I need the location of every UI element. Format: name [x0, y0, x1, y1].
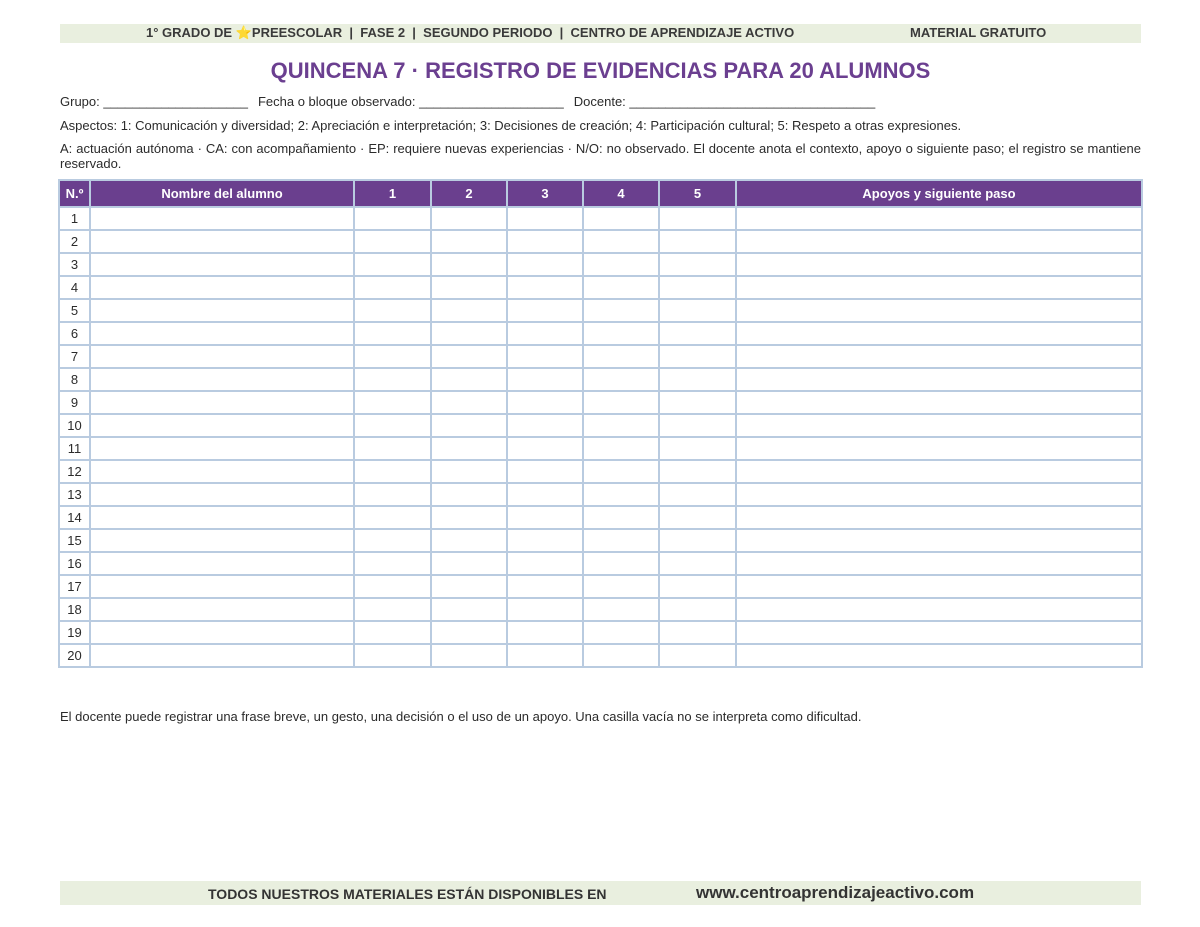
aspect-1-cell[interactable] — [354, 552, 431, 575]
supports-cell[interactable] — [736, 414, 1142, 437]
supports-cell[interactable] — [736, 322, 1142, 345]
grupo-field[interactable]: Grupo: ____________________ — [60, 94, 248, 109]
aspect-5-cell[interactable] — [659, 598, 736, 621]
row-number: 12 — [59, 460, 90, 483]
table-body — [59, 207, 1142, 667]
aspect-5-cell[interactable] — [659, 644, 736, 667]
supports-cell[interactable] — [736, 299, 1142, 322]
aspect-4-cell[interactable] — [583, 368, 659, 391]
aspect-1-cell[interactable] — [354, 529, 431, 552]
student-name-cell[interactable] — [90, 253, 354, 276]
aspect-4-cell[interactable] — [583, 345, 659, 368]
header-number: N.º — [59, 180, 90, 207]
aspect-3-cell[interactable] — [507, 276, 583, 299]
supports-cell[interactable] — [736, 598, 1142, 621]
header-aspect-1: 1 — [354, 180, 431, 207]
aspect-2-cell[interactable] — [431, 460, 507, 483]
aspect-1-cell[interactable] — [354, 322, 431, 345]
aspect-2-cell[interactable] — [431, 299, 507, 322]
student-name-cell[interactable] — [90, 437, 354, 460]
header-details: PREESCOLAR | FASE 2 | SEGUNDO PERIODO | CENTRO DE APRENDIZAJE ACTIVO — [251, 25, 795, 40]
footnote: El docente puede registrar una frase breve, un gesto, una decisión o el uso de un apoyo. Una casilla vacía no se interpreta como dificultad. — [60, 709, 862, 724]
student-name-cell[interactable] — [90, 207, 354, 230]
student-name-cell[interactable] — [90, 483, 354, 506]
aspect-1-cell[interactable] — [354, 506, 431, 529]
supports-cell[interactable] — [736, 552, 1142, 575]
aspect-4-cell[interactable] — [583, 414, 659, 437]
table-row — [59, 506, 1142, 529]
header-supports: Apoyos y siguiente paso — [736, 180, 1142, 207]
table-row — [59, 414, 1142, 437]
table-row — [59, 552, 1142, 575]
aspect-4-cell[interactable] — [583, 460, 659, 483]
header-aspect-5: 5 — [659, 180, 736, 207]
student-name-cell[interactable] — [90, 644, 354, 667]
aspect-5-cell[interactable] — [659, 483, 736, 506]
aspect-3-cell[interactable] — [507, 207, 583, 230]
aspect-4-cell[interactable] — [583, 207, 659, 230]
aspect-4-cell[interactable] — [583, 299, 659, 322]
student-name-cell[interactable] — [90, 276, 354, 299]
aspect-3-cell[interactable] — [507, 621, 583, 644]
aspect-3-cell[interactable] — [507, 529, 583, 552]
aspect-1-cell[interactable] — [354, 437, 431, 460]
aspect-3-cell[interactable] — [507, 506, 583, 529]
fecha-field[interactable]: Fecha o bloque observado: ____________________ — [257, 94, 564, 109]
header-grade: 1° GRADO DE — [146, 25, 236, 40]
aspect-3-cell[interactable] — [507, 460, 583, 483]
aspect-1-cell[interactable] — [354, 575, 431, 598]
aspect-4-cell[interactable] — [583, 230, 659, 253]
aspect-1-cell[interactable] — [354, 414, 431, 437]
aspect-4-cell[interactable] — [583, 621, 659, 644]
table-row — [59, 322, 1142, 345]
student-name-cell[interactable] — [90, 230, 354, 253]
aspect-3-cell[interactable] — [507, 437, 583, 460]
aspect-5-cell[interactable] — [659, 552, 736, 575]
row-number: 18 — [59, 598, 90, 621]
aspect-5-cell[interactable] — [659, 276, 736, 299]
student-name-cell[interactable] — [90, 529, 354, 552]
supports-cell[interactable] — [736, 230, 1142, 253]
table-row — [59, 207, 1142, 230]
row-number: 1 — [59, 207, 90, 230]
aspect-3-cell[interactable] — [507, 299, 583, 322]
student-name-cell[interactable] — [90, 299, 354, 322]
aspect-3-cell[interactable] — [507, 368, 583, 391]
aspect-3-cell[interactable] — [507, 345, 583, 368]
aspect-4-cell[interactable] — [583, 483, 659, 506]
aspect-4-cell[interactable] — [583, 391, 659, 414]
table-row — [59, 276, 1142, 299]
table-row — [59, 460, 1142, 483]
aspect-2-cell[interactable] — [431, 506, 507, 529]
aspect-1-cell[interactable] — [354, 483, 431, 506]
header-free-material: MATERIAL GRATUITO — [910, 25, 1047, 40]
aspect-3-cell[interactable] — [507, 391, 583, 414]
aspect-2-cell[interactable] — [431, 414, 507, 437]
table-row — [59, 345, 1142, 368]
aspect-4-cell[interactable] — [583, 598, 659, 621]
aspect-2-cell[interactable] — [431, 621, 507, 644]
aspect-3-cell[interactable] — [507, 414, 583, 437]
aspect-1-cell[interactable] — [354, 368, 431, 391]
aspect-5-cell[interactable] — [659, 230, 736, 253]
table-row — [59, 368, 1142, 391]
row-number: 9 — [59, 391, 90, 414]
aspect-5-cell[interactable] — [659, 506, 736, 529]
table-header-row — [59, 180, 1142, 207]
header-bar — [60, 24, 1141, 43]
row-number: 6 — [59, 322, 90, 345]
aspect-4-cell[interactable] — [583, 506, 659, 529]
aspect-3-cell[interactable] — [507, 644, 583, 667]
supports-cell[interactable] — [736, 621, 1142, 644]
row-number: 7 — [59, 345, 90, 368]
row-number: 3 — [59, 253, 90, 276]
supports-cell[interactable] — [736, 575, 1142, 598]
row-number: 16 — [59, 552, 90, 575]
student-name-cell[interactable] — [90, 322, 354, 345]
aspect-5-cell[interactable] — [659, 529, 736, 552]
aspect-2-cell[interactable] — [431, 529, 507, 552]
aspect-2-cell[interactable] — [431, 598, 507, 621]
supports-cell[interactable] — [736, 253, 1142, 276]
aspect-3-cell[interactable] — [507, 253, 583, 276]
header-aspect-3: 3 — [507, 180, 583, 207]
table-row — [59, 483, 1142, 506]
aspect-1-cell[interactable] — [354, 460, 431, 483]
supports-cell[interactable] — [736, 368, 1142, 391]
aspect-2-cell[interactable] — [431, 483, 507, 506]
aspect-2-cell[interactable] — [431, 437, 507, 460]
table-row — [59, 253, 1142, 276]
aspect-1-cell[interactable] — [354, 299, 431, 322]
aspect-5-cell[interactable] — [659, 299, 736, 322]
aspect-4-cell[interactable] — [583, 529, 659, 552]
student-name-cell[interactable] — [90, 575, 354, 598]
aspect-5-cell[interactable] — [659, 391, 736, 414]
aspect-1-cell[interactable] — [354, 253, 431, 276]
aspect-1-cell[interactable] — [354, 207, 431, 230]
supports-cell[interactable] — [736, 391, 1142, 414]
aspect-4-cell[interactable] — [583, 644, 659, 667]
student-name-cell[interactable] — [90, 391, 354, 414]
form-fields — [60, 94, 885, 109]
aspect-4-cell[interactable] — [583, 322, 659, 345]
aspect-5-cell[interactable] — [659, 414, 736, 437]
aspect-4-cell[interactable] — [583, 276, 659, 299]
header-program — [146, 25, 794, 41]
supports-cell[interactable] — [736, 506, 1142, 529]
aspect-3-cell[interactable] — [507, 552, 583, 575]
row-number: 8 — [59, 368, 90, 391]
aspect-1-cell[interactable] — [354, 230, 431, 253]
table-row — [59, 529, 1142, 552]
table-row — [59, 621, 1142, 644]
student-name-cell[interactable] — [90, 414, 354, 437]
row-number: 13 — [59, 483, 90, 506]
supports-cell[interactable] — [736, 345, 1142, 368]
table-row — [59, 575, 1142, 598]
aspect-2-cell[interactable] — [431, 368, 507, 391]
aspect-3-cell[interactable] — [507, 322, 583, 345]
row-number: 5 — [59, 299, 90, 322]
table-row — [59, 598, 1142, 621]
aspect-4-cell[interactable] — [583, 253, 659, 276]
aspect-5-cell[interactable] — [659, 322, 736, 345]
row-number: 14 — [59, 506, 90, 529]
aspect-2-cell[interactable] — [431, 552, 507, 575]
footer-text: TODOS NUESTROS MATERIALES ESTÁN DISPONIBLES EN — [208, 886, 607, 902]
row-number: 15 — [59, 529, 90, 552]
aspect-3-cell[interactable] — [507, 483, 583, 506]
aspect-1-cell[interactable] — [354, 276, 431, 299]
table-row — [59, 299, 1142, 322]
table-row — [59, 437, 1142, 460]
table-row — [59, 391, 1142, 414]
aspect-1-cell[interactable] — [354, 391, 431, 414]
student-name-cell[interactable] — [90, 368, 354, 391]
student-name-cell[interactable] — [90, 552, 354, 575]
aspect-5-cell[interactable] — [659, 460, 736, 483]
row-number: 2 — [59, 230, 90, 253]
student-name-cell[interactable] — [90, 460, 354, 483]
table-row — [59, 644, 1142, 667]
aspect-1-cell[interactable] — [354, 644, 431, 667]
supports-cell[interactable] — [736, 460, 1142, 483]
supports-cell[interactable] — [736, 529, 1142, 552]
aspect-3-cell[interactable] — [507, 575, 583, 598]
aspect-1-cell[interactable] — [354, 621, 431, 644]
header-aspect-4: 4 — [583, 180, 659, 207]
docente-field[interactable]: Docente: __________________________________ — [573, 94, 876, 109]
aspect-5-cell[interactable] — [659, 368, 736, 391]
aspect-2-cell[interactable] — [431, 322, 507, 345]
supports-cell[interactable] — [736, 276, 1142, 299]
aspect-2-cell[interactable] — [431, 207, 507, 230]
aspect-5-cell[interactable] — [659, 575, 736, 598]
row-number: 20 — [59, 644, 90, 667]
aspects-text: Aspectos: 1: Comunicación y diversidad; 2: Apreciación e interpretación; 3: Decisiones de creación; 4: Participación cultural; 5: Respeto a otras expresiones. — [60, 118, 962, 133]
aspect-4-cell[interactable] — [583, 552, 659, 575]
aspect-2-cell[interactable] — [431, 276, 507, 299]
aspect-4-cell[interactable] — [583, 437, 659, 460]
supports-cell[interactable] — [736, 483, 1142, 506]
supports-cell[interactable] — [736, 437, 1142, 460]
aspect-5-cell[interactable] — [659, 207, 736, 230]
aspect-5-cell[interactable] — [659, 345, 736, 368]
row-number: 11 — [59, 437, 90, 460]
star-icon: ⭐ — [235, 25, 252, 40]
student-name-cell[interactable] — [90, 345, 354, 368]
aspect-2-cell[interactable] — [431, 644, 507, 667]
legend-text: A: actuación autónoma · CA: con acompañamiento · EP: requiere nuevas experiencias · N/O: no observado. El docente anota el contexto, apoyo o siguiente paso; el registro se mantiene reservado. — [60, 141, 1141, 171]
aspect-3-cell[interactable] — [507, 230, 583, 253]
footer-bar — [60, 881, 1141, 905]
student-name-cell[interactable] — [90, 598, 354, 621]
footer-url-link[interactable]: www.centroaprendizajeactivo.com — [696, 883, 975, 902]
aspect-2-cell[interactable] — [431, 575, 507, 598]
row-number: 10 — [59, 414, 90, 437]
aspect-1-cell[interactable] — [354, 345, 431, 368]
aspect-2-cell[interactable] — [431, 230, 507, 253]
aspect-2-cell[interactable] — [431, 345, 507, 368]
evidence-table — [58, 179, 1143, 668]
aspect-5-cell[interactable] — [659, 621, 736, 644]
aspect-4-cell[interactable] — [583, 575, 659, 598]
table-row — [59, 230, 1142, 253]
row-number: 17 — [59, 575, 90, 598]
header-aspect-2: 2 — [431, 180, 507, 207]
header-student-name: Nombre del alumno — [90, 180, 354, 207]
page-title: QUINCENA 7 · REGISTRO DE EVIDENCIAS PARA 20 ALUMNOS — [270, 58, 931, 83]
aspect-2-cell[interactable] — [431, 391, 507, 414]
supports-cell[interactable] — [736, 207, 1142, 230]
aspect-1-cell[interactable] — [354, 598, 431, 621]
aspect-5-cell[interactable] — [659, 437, 736, 460]
row-number: 19 — [59, 621, 90, 644]
supports-cell[interactable] — [736, 644, 1142, 667]
aspect-2-cell[interactable] — [431, 253, 507, 276]
aspect-5-cell[interactable] — [659, 253, 736, 276]
aspect-3-cell[interactable] — [507, 598, 583, 621]
row-number: 4 — [59, 276, 90, 299]
student-name-cell[interactable] — [90, 506, 354, 529]
student-name-cell[interactable] — [90, 621, 354, 644]
